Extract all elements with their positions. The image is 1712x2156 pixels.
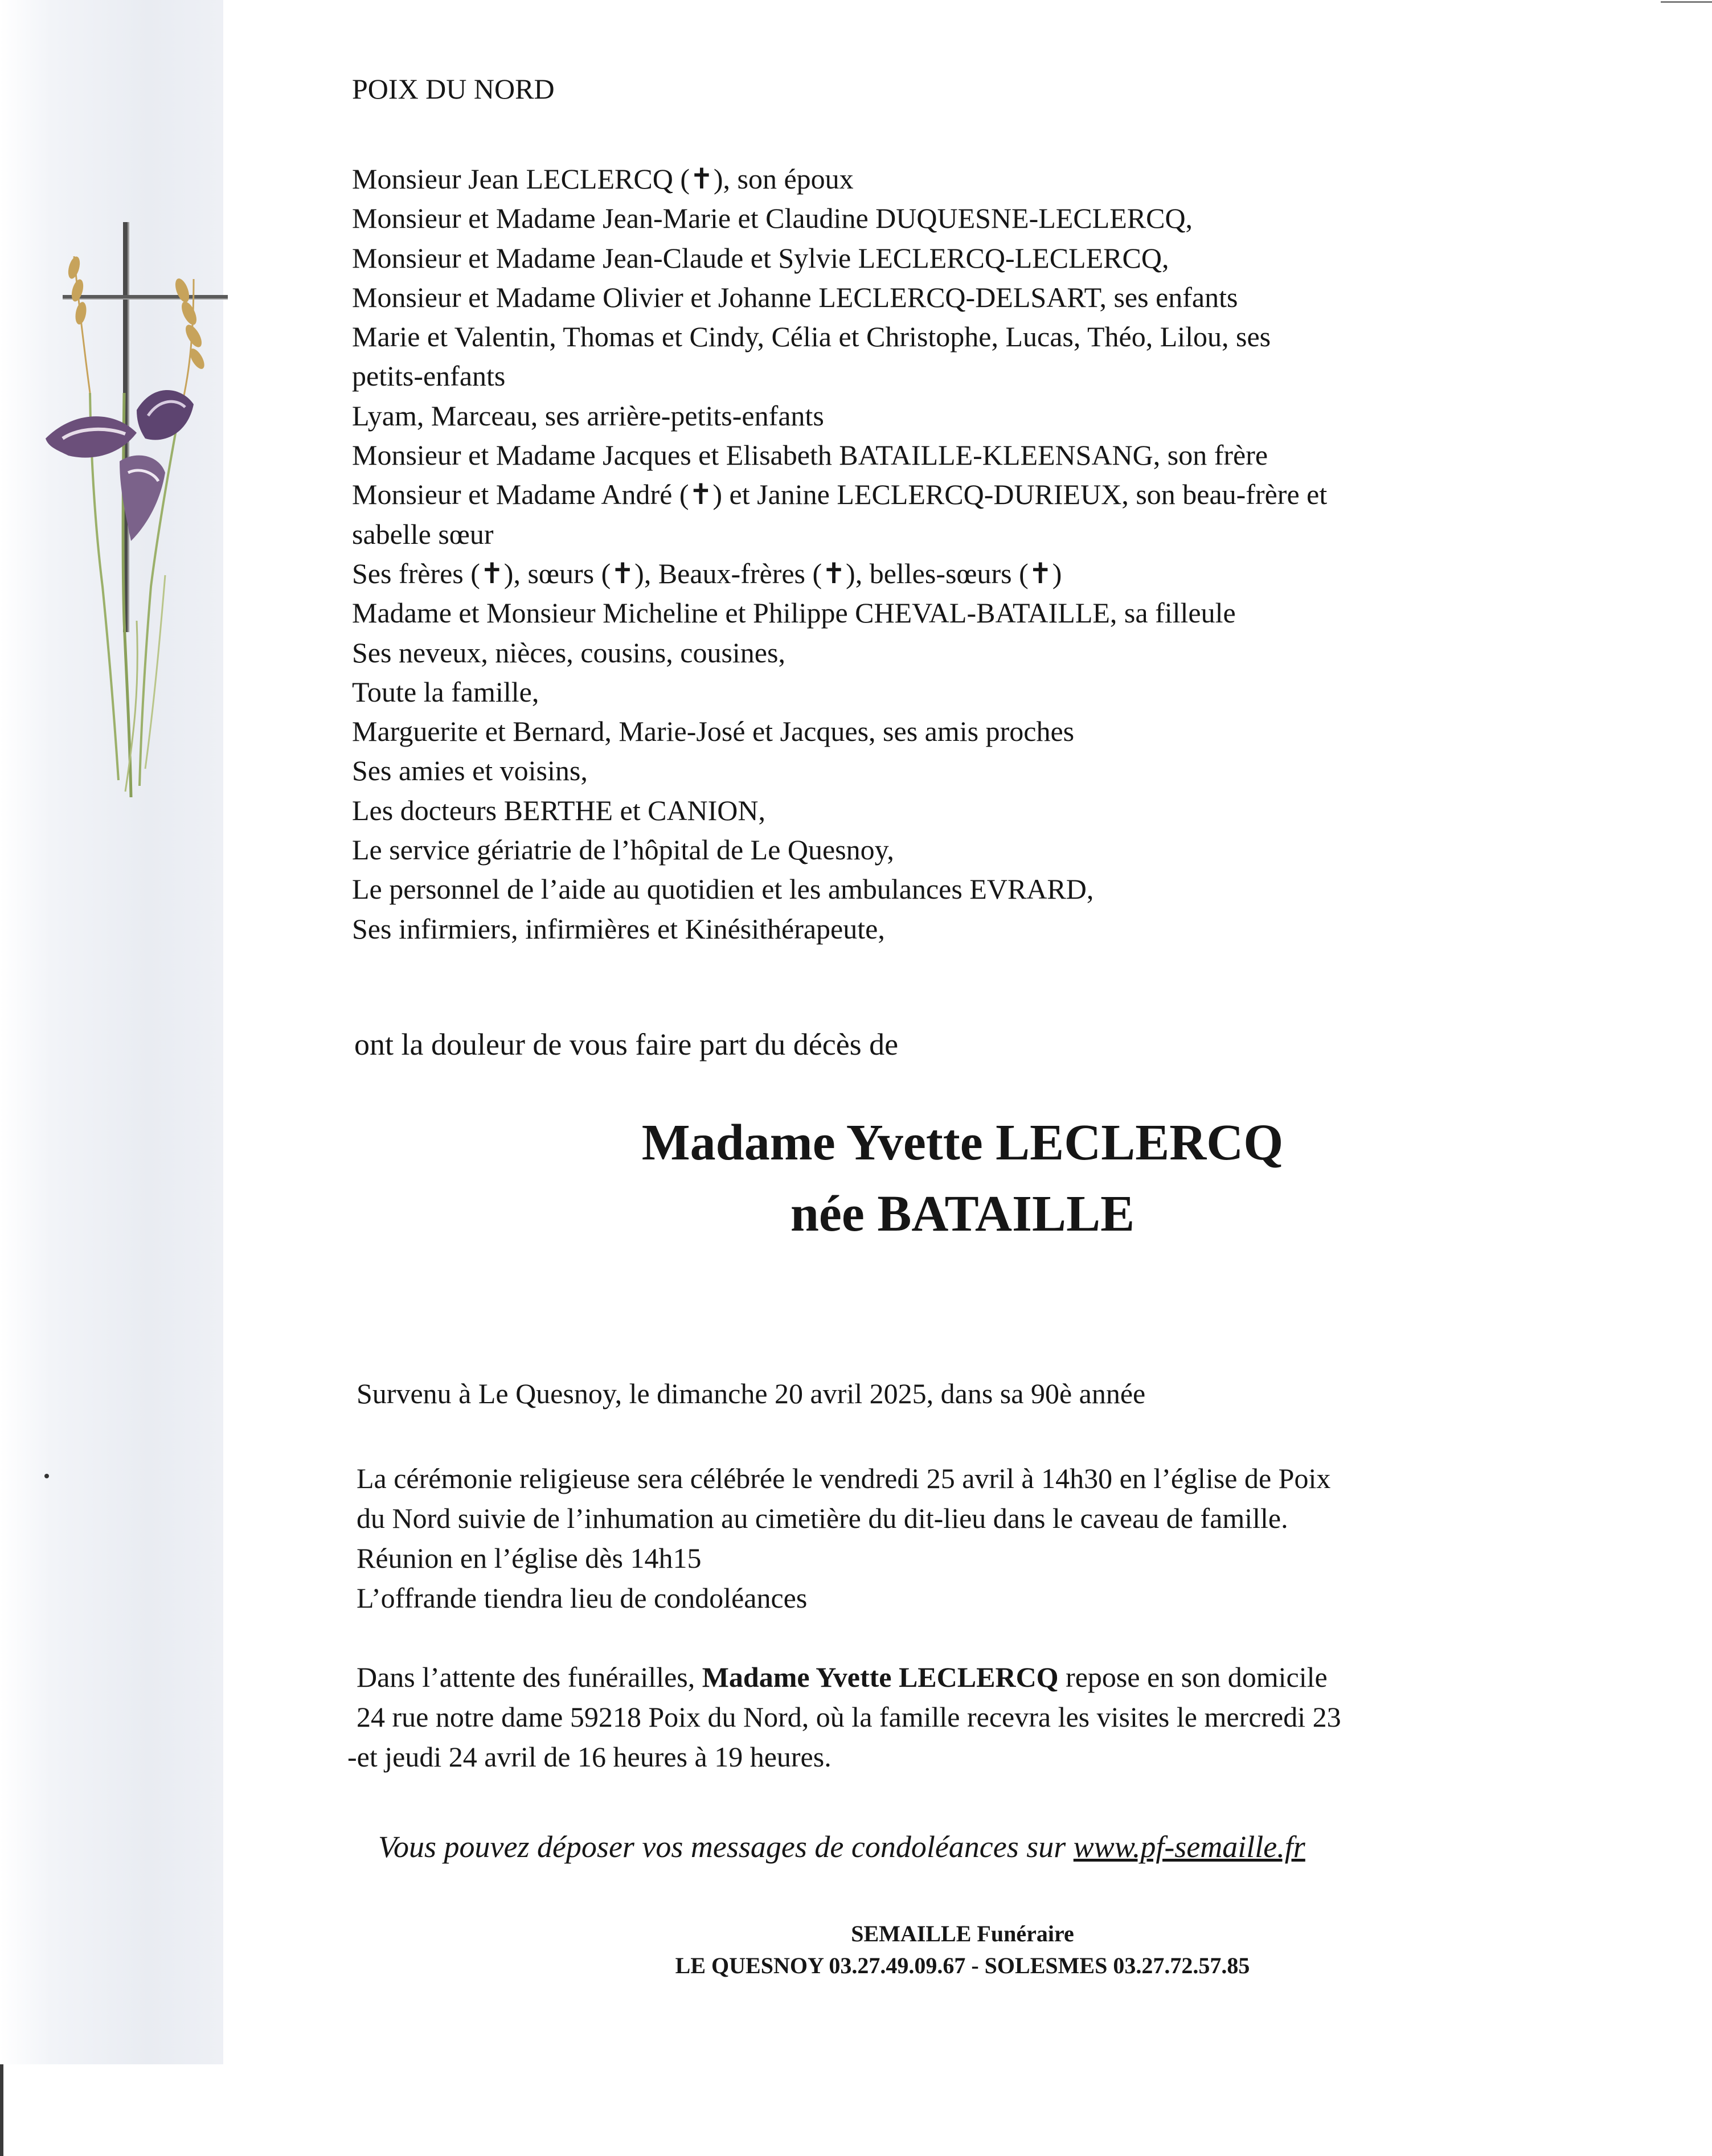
ceremony-paragraph xyxy=(357,1458,1330,1618)
family-line: Les docteurs BERTHE et CANION, xyxy=(352,794,766,826)
condolences-line xyxy=(378,1829,1305,1864)
scan-edge xyxy=(0,2064,3,2156)
funeral-home-name: SEMAILLE Funéraire xyxy=(851,1921,1074,1946)
family-list xyxy=(352,159,1327,949)
rest-paragraph xyxy=(347,1657,1341,1777)
funeral-home-phones: LE QUESNOY 03.27.49.09.67 - SOLESMES 03.27.72.57.85 xyxy=(675,1953,1250,1978)
deceased-maiden-name: née BATAILLE xyxy=(790,1186,1135,1242)
rest-line-1 xyxy=(357,1657,1341,1697)
family-line: sabelle sœur xyxy=(352,518,494,550)
family-line: Lyam, Marceau, ses arrière-petits-enfants xyxy=(352,399,824,432)
family-line: Marie et Valentin, Thomas et Cindy, Célia et Christophe, Lucas, Théo, Lilou, ses xyxy=(352,321,1271,353)
deceased-name: Madame Yvette LECLERCQ xyxy=(641,1114,1284,1171)
ceremony-line: du Nord suivie de l’inhumation au cimetière du dit-lieu dans le caveau de famille. xyxy=(357,1502,1288,1534)
death-info: Survenu à Le Quesnoy, le dimanche 20 avril 2025, dans sa 90è année xyxy=(357,1378,1146,1409)
family-line: Marguerite et Bernard, Marie-José et Jacques, ses amis proches xyxy=(352,715,1075,748)
condolences-text: Vous pouvez déposer vos messages de condoléances sur xyxy=(378,1830,1074,1864)
rest-line-2: 24 rue notre dame 59218 Poix du Nord, où la famille recevra les visites le mercredi 23 xyxy=(357,1701,1341,1733)
rest-suffix: repose en son domicile xyxy=(1058,1661,1328,1693)
ceremony-line: La cérémonie religieuse sera célébrée le vendredi 25 avril à 14h30 en l’église de Poix xyxy=(357,1462,1331,1494)
rest-prefix: Dans l’attente des funérailles, xyxy=(357,1661,702,1693)
family-line: Monsieur et Madame Olivier et Johanne LECLERCQ-DELSART, ses enfants xyxy=(352,281,1238,313)
family-line: Ses frères (✝), sœurs (✝), Beaux-frères (✝), belles-sœurs (✝) xyxy=(352,557,1062,589)
family-line: Monsieur Jean LECLERCQ (✝), son époux xyxy=(352,163,854,195)
family-line: petits-enfants xyxy=(352,360,506,392)
rest-deceased-name: Madame Yvette LECLERCQ xyxy=(702,1661,1059,1693)
condolences-link[interactable]: www.pf-semaille.fr xyxy=(1073,1830,1305,1864)
location-header: POIX DU NORD xyxy=(352,73,555,105)
family-line: Monsieur et Madame Jean-Marie et Claudine DUQUESNE-LECLERCQ, xyxy=(352,202,1193,235)
rest-line-3: -et jeudi 24 avril de 16 heures à 19 heures. xyxy=(347,1741,832,1773)
ceremony-line: Réunion en l’église dès 14h15 xyxy=(357,1542,702,1574)
ceremony-line: L’offrande tiendra lieu de condoléances xyxy=(357,1582,808,1614)
family-line: Monsieur et Madame André (✝) et Janine LECLERCQ-DURIEUX, son beau-frère et xyxy=(352,478,1328,511)
family-line: Ses neveux, nièces, cousins, cousines, xyxy=(352,636,785,669)
scan-mark xyxy=(1661,1,1712,3)
family-line: Ses infirmiers, infirmières et Kinésithérapeute, xyxy=(352,912,885,945)
family-line: Toute la famille, xyxy=(352,675,539,708)
family-line: Madame et Monsieur Micheline et Philippe CHEVAL-BATAILLE, sa filleule xyxy=(352,597,1236,629)
family-line: Monsieur et Madame Jean-Claude et Sylvie LECLERCQ-LECLERCQ, xyxy=(352,241,1169,274)
family-line: Le service gériatrie de l’hôpital de Le Quesnoy, xyxy=(352,834,894,866)
announcement-text: ont la douleur de vous faire part du décès de xyxy=(354,1027,899,1061)
scan-dust-dot xyxy=(44,1474,49,1478)
family-line: Monsieur et Madame Jacques et Elisabeth BATAILLE-KLEENSANG, son frère xyxy=(352,439,1268,472)
family-line: Ses amies et voisins, xyxy=(352,755,588,787)
family-line: Le personnel de l’aide au quotidien et les ambulances EVRARD, xyxy=(352,873,1094,905)
cross-lily-wheat-icon xyxy=(23,222,239,809)
